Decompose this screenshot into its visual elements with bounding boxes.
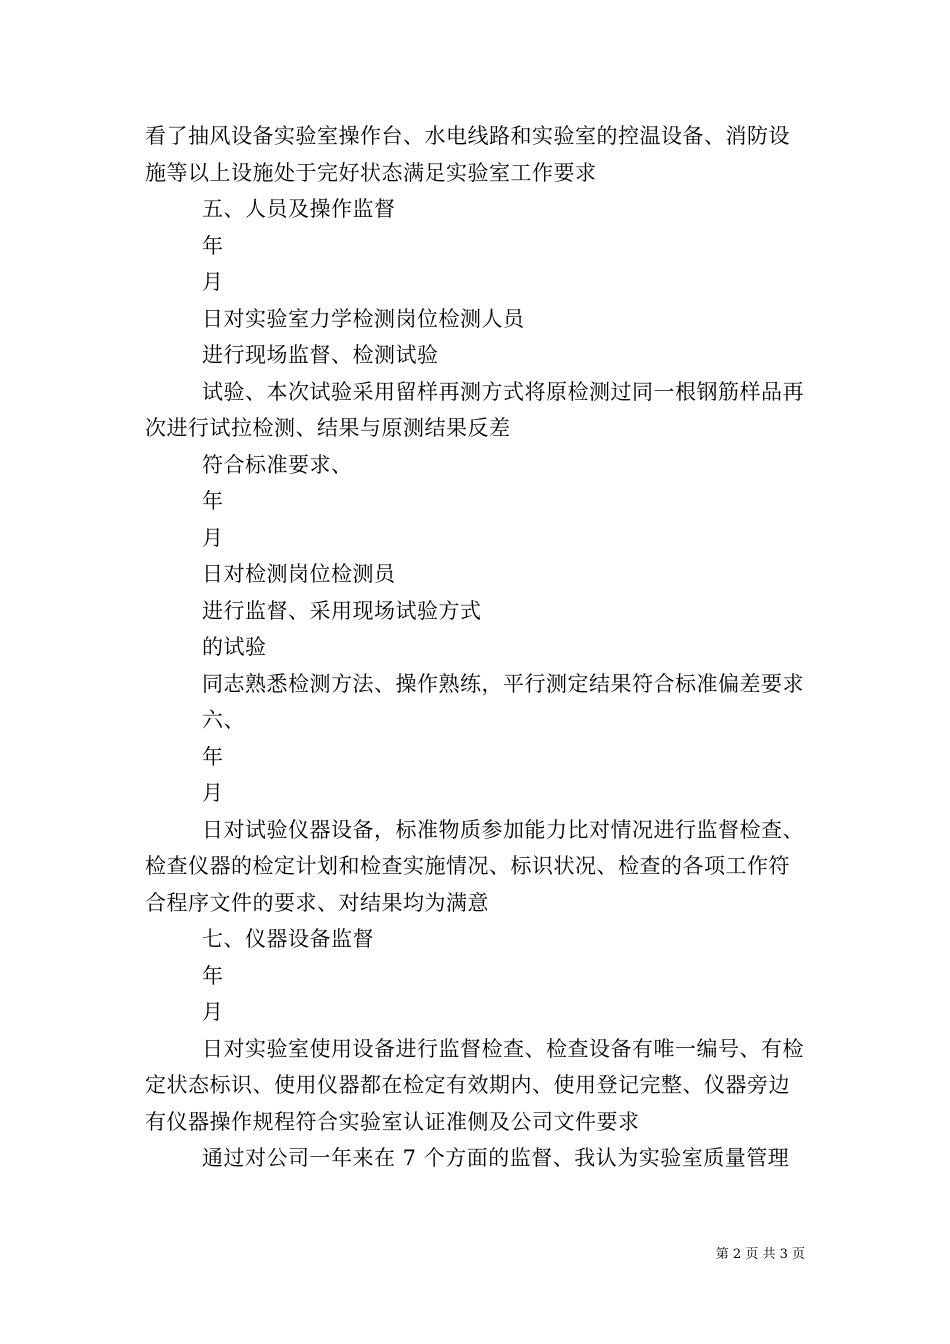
paragraph: 的试验 xyxy=(202,635,267,659)
document-body xyxy=(145,118,810,1177)
paragraph: 日对检测岗位检测员 xyxy=(202,562,396,586)
paragraph: 通过对公司一年来在 7 个方面的监督、我认为实验室质量管理 xyxy=(202,1146,790,1170)
paragraph: 日对实验室使用设备进行监督检查、检查设备有唯一编号、有检定状态标识、使用仪器都在检定有效期内、使用登记完整、仪器旁边有仪器操作规程符合实验室认证准侧及公司文件要求 xyxy=(145,1036,804,1134)
paragraph: 月 xyxy=(202,1000,224,1024)
section-heading-six: 六、 xyxy=(202,708,245,732)
paragraph: 月 xyxy=(202,270,224,294)
paragraph: 试验、本次试验采用留样再测方式将原检测过同一根钢筋样品再次进行试拉检测、结果与原测结果反差 xyxy=(145,379,804,440)
paragraph: 月 xyxy=(202,525,224,550)
paragraph: 同志熟悉检测方法、操作熟练，平行测定结果符合标准偏差要求 xyxy=(202,671,804,696)
paragraph: 日对试验仪器设备，标准物质参加能力比对情况进行监督检查、检查仪器的检定计划和检查实施情况、标识状况、检查的各项工作符合程序文件的要求、对结果均为满意 xyxy=(145,817,804,915)
paragraph: 年 xyxy=(202,489,224,513)
section-heading-personnel: 五、人员及操作监督 xyxy=(202,197,396,221)
paragraph: 年 xyxy=(202,963,224,988)
page-number-footer: 第 2 页 共 3 页 xyxy=(715,1247,805,1262)
paragraph: 符合标准要求、 xyxy=(202,452,353,477)
paragraph: 月 xyxy=(202,781,224,805)
paragraph: 日对实验室力学检测岗位检测人员 xyxy=(202,306,525,331)
section-heading-equipment: 七、仪器设备监督 xyxy=(202,927,374,951)
paragraph: 年 xyxy=(202,233,224,258)
paragraph: 年 xyxy=(202,744,224,769)
paragraph: 看了抽风设备实验室操作台、水电线路和实验室的控温设备、消防设施等以上设施处于完好状态满足实验室工作要求 xyxy=(145,124,790,185)
paragraph: 进行监督、采用现场试验方式 xyxy=(202,598,482,623)
paragraph: 进行现场监督、检测试验 xyxy=(202,343,439,367)
